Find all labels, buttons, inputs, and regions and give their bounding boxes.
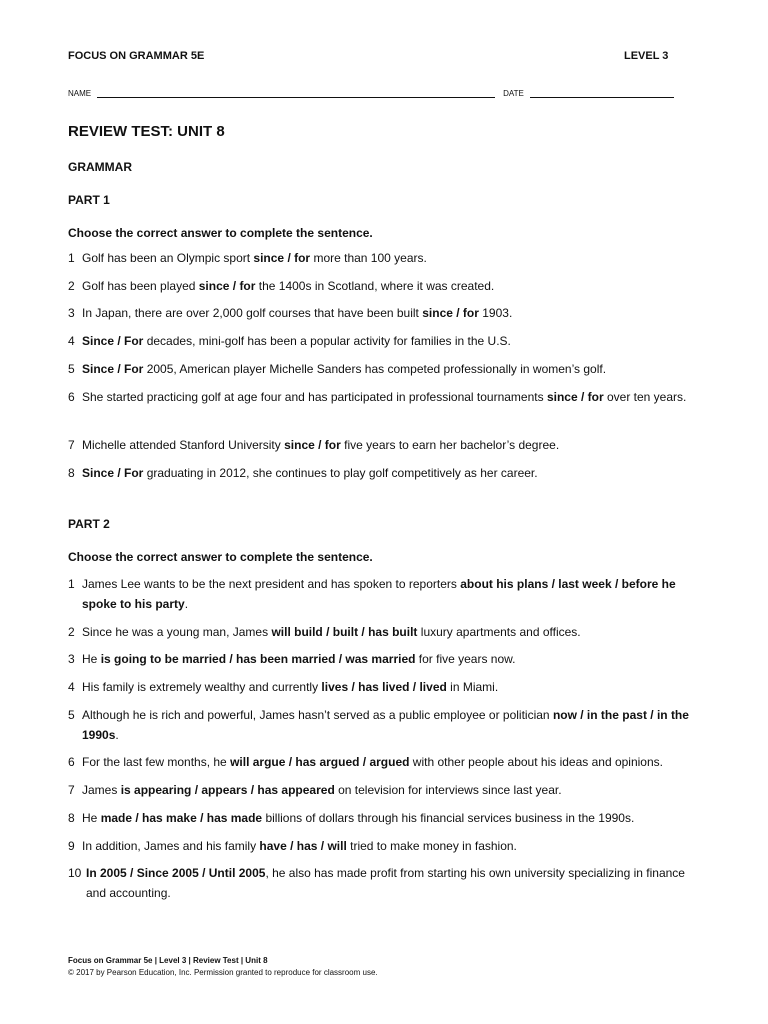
sentence-text: with other people about his ideas and opinions.: [409, 755, 663, 769]
name-label: NAME: [68, 89, 92, 98]
part2-heading: PART 2: [68, 517, 110, 531]
question-text: [68, 574, 708, 614]
question-text: [68, 463, 708, 483]
answer-choices[interactable]: now / in the past / in the 1990s: [82, 708, 689, 742]
question-number: 1: [68, 577, 75, 591]
question-number: 4: [68, 334, 75, 348]
question-number: 6: [68, 390, 75, 404]
question-item: [68, 248, 708, 268]
question-item: [68, 463, 708, 483]
sentence-text: for five years now.: [415, 652, 516, 666]
sentence-text: Although he is rich and powerful, James hasn’t served as a public employee or politician: [82, 708, 553, 722]
sentence-text: Michelle attended Stanford University: [82, 438, 285, 452]
sentence-text: He: [82, 652, 101, 666]
question-number: 9: [68, 839, 75, 853]
question-number: 5: [68, 708, 75, 722]
question-item: [68, 331, 708, 351]
sentence-text: over ten years.: [603, 390, 687, 404]
question-item: [68, 677, 708, 697]
sentence-text: 2005, American player Michelle Sanders has competed professionally in women’s golf.: [143, 362, 607, 376]
sentence-text: luxury apartments and offices.: [417, 625, 581, 639]
sentence-text: .: [184, 597, 189, 611]
sentence-text: James Lee wants to be the next president and has spoken to reporters: [82, 577, 461, 591]
question-item: [68, 574, 708, 614]
sentence-text: the 1400s in Scotland, where it was created.: [255, 279, 495, 293]
sentence-text: decades, mini-golf has been a popular activity for families in the U.S.: [143, 334, 511, 348]
question-number: 5: [68, 362, 75, 376]
question-number: 7: [68, 438, 75, 452]
question-number: 1: [68, 251, 75, 265]
section-heading: GRAMMAR: [68, 160, 132, 174]
question-number: 3: [68, 652, 75, 666]
answer-choices[interactable]: will build / built / has built: [271, 625, 418, 639]
question-item: [68, 863, 708, 903]
question-item: [68, 387, 708, 407]
date-field[interactable]: [530, 88, 674, 98]
part1-heading: PART 1: [68, 193, 110, 207]
answer-choices[interactable]: about his plans / last week / before he spoke to his party: [82, 577, 676, 611]
question-text: [68, 752, 708, 772]
question-item: [68, 303, 708, 323]
question-item: [68, 836, 708, 856]
answer-choices[interactable]: since / for: [546, 390, 604, 404]
question-number: 7: [68, 783, 75, 797]
sentence-text: more than 100 years.: [310, 251, 427, 265]
question-number: 8: [68, 466, 75, 480]
sentence-text: billions of dollars through his financial services business in the 1990s.: [262, 811, 635, 825]
question-text: [68, 649, 708, 669]
question-number: 3: [68, 306, 75, 320]
question-text: [68, 863, 708, 903]
answer-choices[interactable]: since / for: [284, 438, 341, 452]
sentence-text: in Miami.: [446, 680, 499, 694]
answer-choices[interactable]: since / for: [198, 279, 256, 293]
answer-choices[interactable]: since / for: [422, 306, 479, 320]
level-label: LEVEL 3: [624, 50, 669, 62]
question-item: [68, 359, 708, 379]
sentence-text: In Japan, there are over 2,000 golf courses that have been built: [82, 306, 423, 320]
sentence-text: He: [82, 811, 101, 825]
question-item: [68, 780, 708, 800]
question-item: [68, 649, 708, 669]
question-text: [68, 705, 708, 745]
name-date-row: [68, 88, 678, 98]
question-text: [68, 836, 708, 856]
part1-instruction: Choose the correct answer to complete the sentence.: [68, 226, 373, 240]
footer-title: Focus on Grammar 5e | Level 3 | Review Test | Unit 8: [68, 956, 268, 965]
answer-choices[interactable]: Since / For: [82, 466, 144, 480]
question-number: 2: [68, 279, 75, 293]
question-item: [68, 752, 708, 772]
answer-choices[interactable]: Since / For: [82, 334, 144, 348]
question-number: 8: [68, 811, 75, 825]
question-text: [68, 677, 708, 697]
question-number: 2: [68, 625, 75, 639]
question-text: [68, 248, 708, 268]
question-text: [68, 359, 708, 379]
sentence-text: For the last few months, he: [82, 755, 231, 769]
question-item: [68, 808, 708, 828]
sentence-text: 1903.: [478, 306, 513, 320]
answer-choices[interactable]: is going to be married / has been married / was married: [100, 652, 416, 666]
question-number: 10: [68, 866, 82, 880]
question-text: [68, 387, 708, 407]
sentence-text: five years to earn her bachelor’s degree.: [340, 438, 560, 452]
question-text: [68, 780, 708, 800]
footer-copyright: © 2017 by Pearson Education, Inc. Permission granted to reproduce for classroom use.: [68, 968, 378, 977]
answer-choices[interactable]: In 2005 / Since 2005 / Until 2005: [86, 866, 266, 880]
question-text: [68, 331, 708, 351]
question-text: [68, 808, 708, 828]
page-title: REVIEW TEST: UNIT 8: [68, 123, 225, 140]
question-item: [68, 622, 708, 642]
answer-choices[interactable]: made / has make / has made: [100, 811, 263, 825]
question-number: 6: [68, 755, 75, 769]
question-text: [68, 622, 708, 642]
name-field[interactable]: [97, 88, 495, 98]
sentence-text: .: [115, 728, 119, 742]
question-item: [68, 435, 708, 455]
sentence-text: Since he was a young man, James: [82, 625, 272, 639]
sentence-text: She started practicing golf at age four and has participated in professional tournaments: [82, 390, 547, 404]
sentence-text: on television for interviews since last year.: [334, 783, 562, 797]
part2-instruction: Choose the correct answer to complete the sentence.: [68, 550, 373, 564]
answer-choices[interactable]: since / for: [253, 251, 311, 265]
book-title: FOCUS ON GRAMMAR 5E: [68, 50, 205, 62]
answer-choices[interactable]: will argue / has argued / argued: [230, 755, 410, 769]
answer-choices[interactable]: is appearing / appears / has appeared: [120, 783, 335, 797]
question-item: [68, 705, 708, 745]
sentence-text: James: [82, 783, 121, 797]
sentence-text: In addition, James and his family: [82, 839, 260, 853]
question-text: [68, 435, 708, 455]
question-number: 4: [68, 680, 75, 694]
answer-choices[interactable]: have / has / will: [259, 839, 347, 853]
sentence-text: tried to make money in fashion.: [346, 839, 517, 853]
question-text: [68, 303, 708, 323]
question-item: [68, 276, 708, 296]
answer-choices[interactable]: Since / For: [82, 362, 144, 376]
sentence-text: graduating in 2012, she continues to play golf competitively as her career.: [143, 466, 538, 480]
question-text: [68, 276, 708, 296]
date-label: DATE: [503, 89, 524, 98]
sentence-text: , he also has made profit from starting his own university specializing in finance and accounting.: [86, 866, 685, 900]
sentence-text: His family is extremely wealthy and currently: [82, 680, 322, 694]
sentence-text: Golf has been played: [82, 279, 199, 293]
sentence-text: Golf has been an Olympic sport: [82, 251, 254, 265]
answer-choices[interactable]: lives / has lived / lived: [321, 680, 447, 694]
